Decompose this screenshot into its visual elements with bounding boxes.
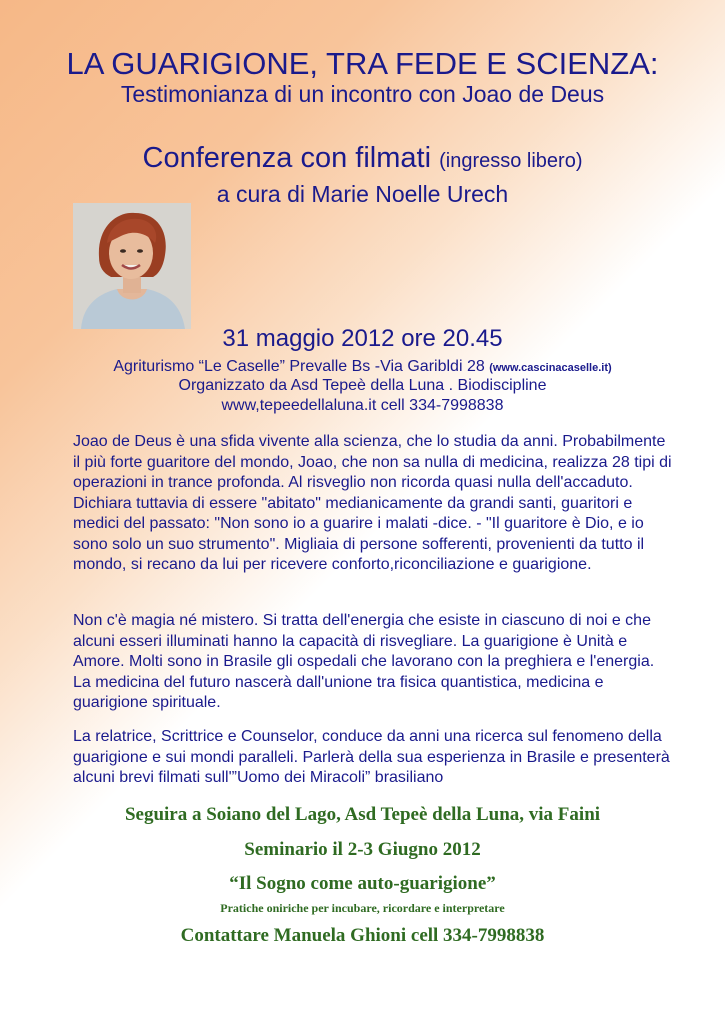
page-title: LA GUARIGIONE, TRA FEDE E SCIENZA: [66,46,659,81]
seminar-practices: Pratiche oniriche per incubare, ricordare e interpretare [220,901,505,915]
conference-note: (ingresso libero) [439,150,583,172]
seminar-theme: “Il Sogno come auto-guarigione” [229,873,496,894]
body-paragraph-2: Non c'è magia né mistero. Si tratta dell'energia che esiste in ciascuno di noi e che alcuni esseri illuminati hanno la capacità di risvegliare. La guarigione è Unità e Amore. Molti sono in Brasile gli ospedali che lavorano con la preghiera e l'energia. La medicina del futuro nascerà dall'unione tra fisica quantistica, medicina e guarigione spirituale. [73,612,655,711]
event-contact: www,tepeedellaluna.it cell 334-7998838 [221,397,504,414]
event-date: 31 maggio 2012 ore 20.45 [222,325,503,352]
body-paragraph-1: Joao de Deus è una sfida vivente alla scienza, che lo studia da anni. Probabilmente il più forte guaritore del mondo, Joao, che non sa nulla di medicina, realizza 28 tipi di operazioni in trance profonda. Al risveglio non ricorda quasi nulla dell'accaduto. Dichiara tuttavia di essere "abitato" medianicamente da grandi santi, guaritori e medici del passato: "Non sono io a guarire i malati -dice. - "Il guaritore è Dio, e io sono solo un suo strumento". Migliaia di persone sofferenti, provenienti da tutto il mondo, si recano da lui per ricevere conforto,riconciliazione e guarigione. [73,433,672,573]
speaker-photo [73,203,191,329]
seminar-date: Seminario il 2-3 Giugno 2012 [244,839,481,860]
event-venue [0,357,725,378]
conference-curator: a cura di Marie Noelle Urech [216,181,509,207]
venue-text: Agriturismo “Le Caselle” Prevalle Bs -Via Garibldi 28 [113,358,485,375]
venue-url-link[interactable]: (www.cascinacaselle.it) [489,362,612,374]
body-paragraph-3: La relatrice, Scrittrice e Counselor, conduce da anni una ricerca sul fenomeno della guarigione e sui mondi paralleli. Parlerà della sua esperienza in Brasile e presenterà alcuni brevi filmati sull'”Uomo dei Miracoli” brasiliano [73,728,670,786]
seminar-contact: Contattare Manuela Ghioni cell 334-7998838 [180,925,545,946]
conference-heading [0,141,725,178]
speaker-portrait-image [73,203,191,329]
conference-title: Conferenza con filmati [142,142,432,174]
followup-location: Seguira a Soiano del Lago, Asd Tepeè della Luna, via Faini [124,804,601,825]
event-organizer: Organizzato da Asd Tepeè della Luna . Biodiscipline [178,377,547,394]
page-subtitle: Testimonianza di un incontro con Joao de Deus [120,81,605,107]
